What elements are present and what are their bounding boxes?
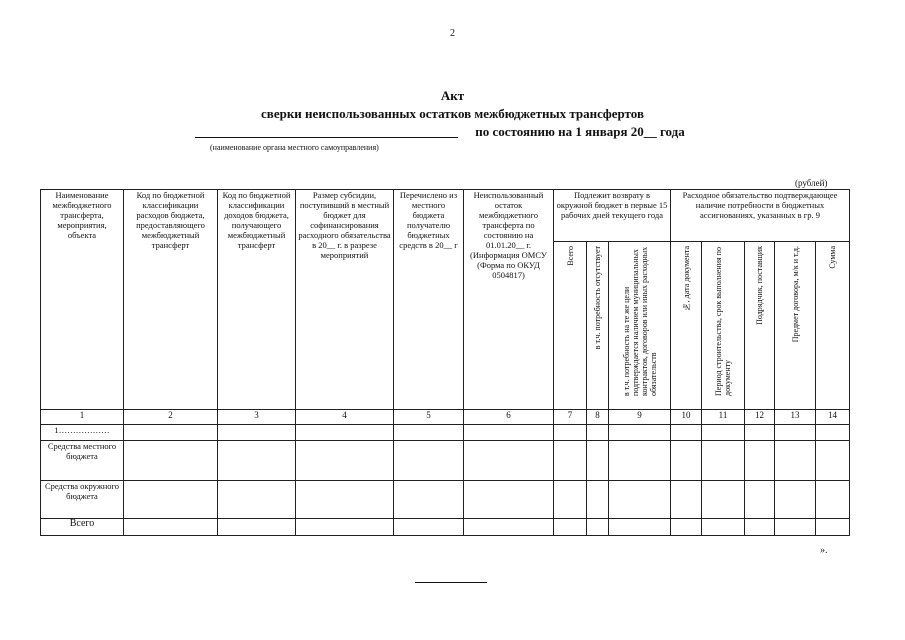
header-sum: Сумма xyxy=(816,242,850,410)
column-number: 12 xyxy=(745,410,775,425)
document-date-line xyxy=(0,124,905,140)
header-no-need: в т.ч. потребность отсутствует xyxy=(587,242,609,410)
column-number: 7 xyxy=(554,410,587,425)
column-number: 1 xyxy=(41,410,124,425)
as-of-date-text: по состоянию на 1 января 20__ года xyxy=(475,124,685,139)
column-number: 4 xyxy=(296,410,394,425)
column-number-row xyxy=(41,410,850,425)
row-label: Средства местного бюджета xyxy=(41,441,124,481)
total-label: Всего xyxy=(41,519,124,536)
table-row xyxy=(41,441,850,481)
header-transfer-name: Наименование межбюджетного трансферта, мероприятия, объекта xyxy=(41,190,124,410)
column-number: 9 xyxy=(609,410,671,425)
table-row xyxy=(41,481,850,519)
document-subtitle: сверки неиспользованных остатков межбюджетных трансфертов xyxy=(261,106,644,121)
column-number: 6 xyxy=(464,410,554,425)
header-total: Всего xyxy=(554,242,587,410)
column-number: 8 xyxy=(587,410,609,425)
header-unused-balance: Неиспользованный остаток межбюджетного трансферта по состоянию на 01.01.20__ г. (Информация ОМСУ (Форма по ОКУД 0504817) xyxy=(464,190,554,410)
closing-quote: ». xyxy=(820,545,828,556)
column-number: 5 xyxy=(394,410,464,425)
header-period: Период строительства, срок выполнения по документу xyxy=(702,242,745,410)
header-group-return: Подлежит возврату в окружной бюджет в первые 15 рабочих дней текущего года xyxy=(554,190,671,242)
organ-caption: (наименование органа местного самоуправления) xyxy=(210,143,379,152)
row-label: Средства окружного бюджета xyxy=(41,481,124,519)
units-label: (рублей) xyxy=(795,178,828,188)
column-number: 14 xyxy=(816,410,850,425)
total-row xyxy=(41,519,850,536)
column-number: 3 xyxy=(218,410,296,425)
column-number: 2 xyxy=(124,410,218,425)
column-number: 13 xyxy=(775,410,816,425)
header-need-confirmed: в т.ч. потребность на те же цели подтверждается наличием муниципальных контрактов, договоров или иных расходных обязательств xyxy=(609,242,671,410)
reconciliation-table xyxy=(40,189,850,536)
document-title: Акт xyxy=(440,88,465,103)
column-number: 11 xyxy=(702,410,745,425)
footnote-separator xyxy=(415,582,487,583)
row-label: 1……………… xyxy=(41,425,124,441)
page-number: 2 xyxy=(450,28,455,39)
header-expense-code: Код по бюджетной классификации расходов бюджета, предоставляющего межбюджетный трансферт xyxy=(124,190,218,410)
header-contract-subject: Предмет договора, м/к и т.д. xyxy=(775,242,816,410)
column-number: 10 xyxy=(671,410,702,425)
header-transferred: Перечислено из местного бюджета получателю бюджетных средств в 20__ г xyxy=(394,190,464,410)
header-income-code: Код по бюджетной классификации доходов бюджета, получающего межбюджетный трансферт xyxy=(218,190,296,410)
header-subsidy-amount: Размер субсидии, поступивший в местный бюджет для софинансирования расходного обязательства в 20__ г. в разрезе мероприятий xyxy=(296,190,394,410)
header-contractor: Подрядчик, поставщик xyxy=(745,242,775,410)
header-group-obligation: Расходное обязательство подтверждающее наличие потребности в бюджетных ассигнованиях, указанных в гр. 9 xyxy=(671,190,850,242)
table-row xyxy=(41,425,850,441)
header-document-number: №, дата документа xyxy=(671,242,702,410)
